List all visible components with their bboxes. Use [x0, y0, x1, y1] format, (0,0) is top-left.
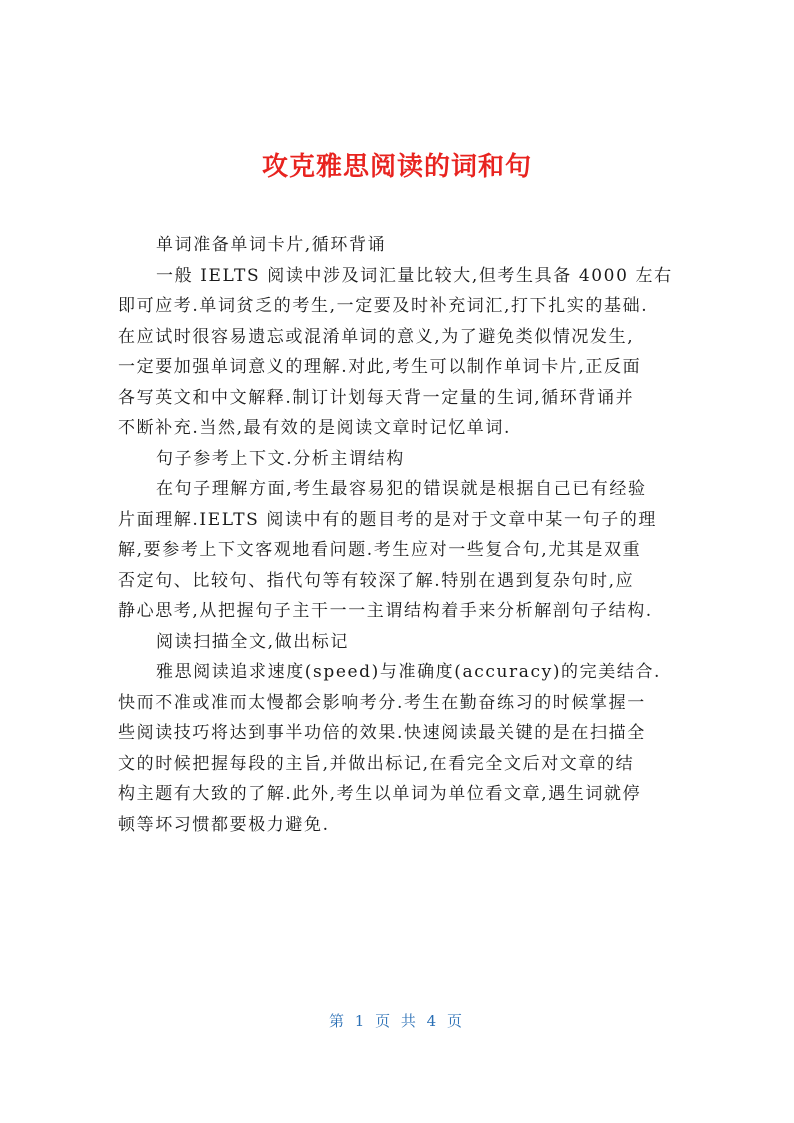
document-body	[118, 230, 678, 840]
section-heading-vocabulary: 单词准备单词卡片,循环背诵	[156, 235, 387, 255]
text-line: 即可应考.单词贫乏的考生,一定要及时补充词汇,打下扎实的基础.	[118, 296, 649, 316]
page-number-footer: 第 1 页 共 4 页	[329, 1012, 465, 1030]
text-line: 雅思阅读追求速度(speed)与准确度(accuracy)的完美结合.	[156, 662, 662, 682]
text-line: 各写英文和中文解释.制订计划每天背一定量的生词,循环背诵并	[118, 387, 635, 408]
text-line: 顿等坏习惯都要极力避免.	[118, 814, 330, 835]
text-line: 片面理解.IELTS 阅读中有的题目考的是对于文章中某一句子的理	[118, 509, 658, 530]
text-line: 静心思考,从把握句子主干一一主谓结构着手来分析解剖句子结构.	[118, 601, 653, 621]
document-title: 攻克雅思阅读的词和句	[261, 152, 532, 182]
text-line: 在句子理解方面,考生最容易犯的错误就是根据自己已有经验	[156, 479, 647, 499]
section-heading-scanning: 阅读扫描全文,做出标记	[156, 631, 350, 652]
text-line: 文的时候把握每段的主旨,并做出标记,在看完全文后对文章的结	[118, 753, 635, 774]
text-line: 一定要加强单词意义的理解.对此,考生可以制作单词卡片,正反面	[118, 357, 642, 377]
section-heading-sentences: 句子参考上下文.分析主谓结构	[156, 448, 405, 469]
text-line: 快而不准或准而太慢都会影响考分.考生在勤奋练习的时候掌握一	[118, 692, 646, 713]
text-line: 不断补充.当然,最有效的是阅读文章时记忆单词.	[118, 418, 512, 438]
text-line: 否定句、比较句、指代句等有较深了解.特别在遇到复杂句时,应	[118, 570, 635, 591]
text-line: 在应试时很容易遗忘或混淆单词的意义,为了避免类似情况发生,	[118, 326, 635, 347]
text-line: 解,要参考上下文客观地看问题.考生应对一些复合句,尤其是双重	[118, 540, 642, 560]
text-line: 构主题有大致的了解.此外,考生以单词为单位看文章,遇生词就停	[118, 784, 642, 804]
text-line: 些阅读技巧将达到事半功倍的效果.快速阅读最关键的是在扫描全	[118, 723, 646, 743]
text-line: 一般 IELTS 阅读中涉及词汇量比较大,但考生具备 4000 左右	[156, 265, 673, 286]
